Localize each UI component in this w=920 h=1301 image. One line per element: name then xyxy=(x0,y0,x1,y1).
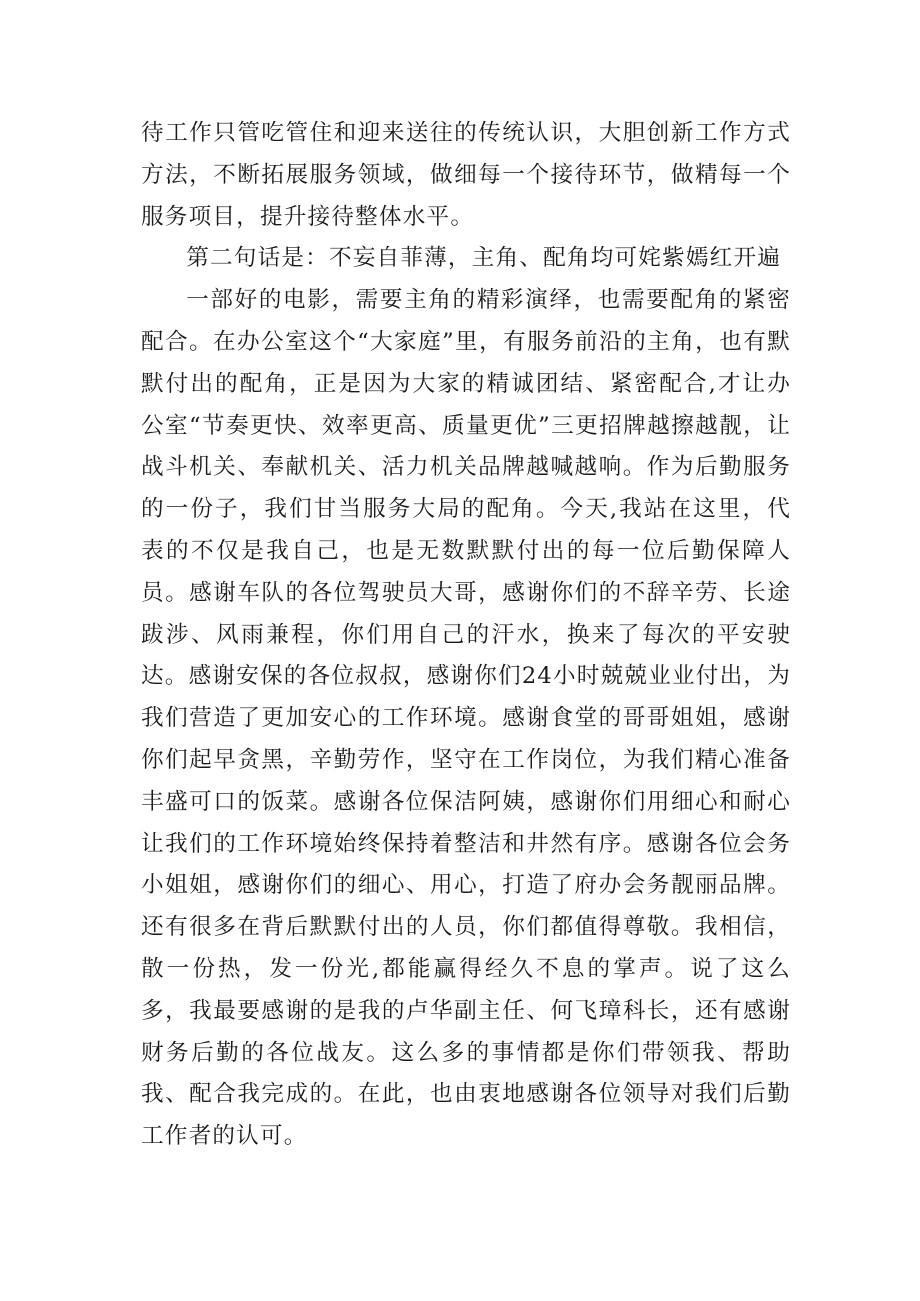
document-body xyxy=(141,113,791,1158)
section-heading: 第二句话是：不妄自菲薄，主角、配角均可姹紫嫣红开遍 xyxy=(186,245,782,272)
paragraph-body: 一部好的电影，需要主角的精彩演绎，也需要配角的紧密配合。在办公室这个“大家庭”里，有服务前沿的主角，也有默默付出的配角，正是因为大家的精诚团结、紧密配合,才让办公室“节奏更快、效率更高、质量更优”三更招牌越擦越靓，让战斗机关、奉献机关、活力机关品牌越喊越响。作为后勤服务的一份子，我们甘当服务大局的配角。今天,我站在这里，代表的不仅是我自己，也是无数默默付出的每一位后勤保障人员。感谢车队的各位驾驶员大哥，感谢你们的不辞辛劳、长途跋涉、风雨兼程，你们用自己的汗水，换来了每次的平安驶达。感谢安保的各位叔叔，感谢你们24小时兢兢业业付出，为我们营造了更加安心的工作环境。感谢食堂的哥哥姐姐，感谢你们起早贪黑，辛勤劳作，坚守在工作岗位，为我们精心准备丰盛可口的饭菜。感谢各位保洁阿姨，感谢你们用细心和耐心让我们的工作环境始终保持着整洁和井然有序。感谢各位会务小姐姐，感谢你们的细心、用心，打造了府办会务靓丽品牌。还有很多在背后默默付出的人员，你们都值得尊敬。我相信，散一份热，发一份光,都能赢得经久不息的掌声。说了这么多，我最要感谢的是我的卢华副主任、何飞璋科长，还有感谢财务后勤的各位战友。这么多的事情都是你们带领我、帮助我、配合我完成的。在此，也由衷地感谢各位领导对我们后勤工作者的认可。 xyxy=(141,287,791,1150)
paragraph-continuation: 待工作只管吃管住和迎来送往的传统认识，大胆创新工作方式方法，不断拓展服务领域，做细每一个接待环节，做精每一个服务项目，提升接待整体水平。 xyxy=(141,120,791,230)
